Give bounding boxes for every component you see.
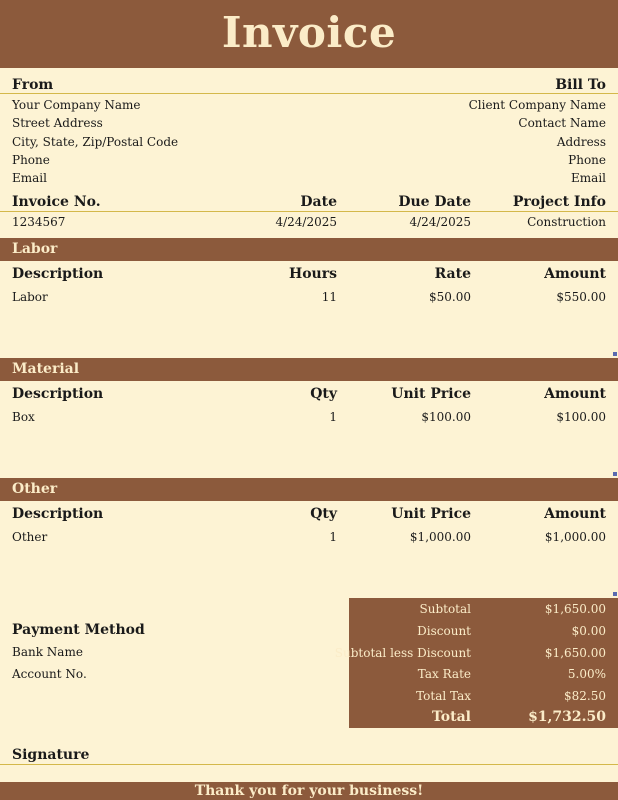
- bank-name: Bank Name: [12, 645, 83, 659]
- subtotal-label: Subtotal: [419, 602, 471, 616]
- other-section-title: Other: [12, 481, 58, 497]
- labor-section-title: Labor: [12, 241, 58, 257]
- material-band: [0, 358, 618, 381]
- total-label: Total: [431, 709, 471, 725]
- signature-label: Signature: [12, 747, 90, 763]
- labor-row-hours: 11: [321, 290, 337, 304]
- payment-method-heading: Payment Method: [12, 622, 145, 638]
- material-row-qty: 1: [329, 410, 337, 424]
- other-row-unit-price: $1,000.00: [409, 530, 471, 544]
- other-row-amount: $1,000.00: [544, 530, 606, 544]
- account-no: Account No.: [12, 667, 87, 681]
- material-description-header: Description: [12, 386, 104, 402]
- material-section-title: Material: [12, 361, 80, 377]
- from-city: City, State, Zip/Postal Code: [12, 135, 179, 149]
- info-rule: [0, 211, 618, 212]
- table-resize-handle[interactable]: [613, 472, 617, 476]
- project-info-header: Project Info: [512, 194, 606, 210]
- bill-to-address: Address: [556, 135, 606, 149]
- subtotal-less-discount-value: $1,650.00: [544, 646, 606, 660]
- material-amount-header: Amount: [544, 386, 606, 402]
- invoice-no-header: Invoice No.: [12, 194, 101, 210]
- discount-label: Discount: [417, 624, 471, 638]
- material-unit-price-header: Unit Price: [391, 386, 471, 402]
- subtotal-less-discount-label: Subtotal less Discount: [334, 646, 471, 660]
- other-description-header: Description: [12, 506, 104, 522]
- footer-message: Thank you for your business!: [194, 783, 424, 799]
- invoice-title: Invoice: [221, 8, 397, 57]
- tax-rate-label: Tax Rate: [417, 667, 471, 681]
- from-company: Your Company Name: [12, 98, 141, 112]
- material-row-amount: $100.00: [556, 410, 606, 424]
- labor-amount-header: Amount: [544, 266, 606, 282]
- total-value: $1,732.50: [528, 709, 606, 725]
- from-street: Street Address: [12, 116, 103, 130]
- labor-hours-header: Hours: [288, 266, 337, 282]
- material-row-unit-price: $100.00: [421, 410, 471, 424]
- other-row-qty: 1: [329, 530, 337, 544]
- subtotal-value: $1,650.00: [544, 602, 606, 616]
- table-resize-handle[interactable]: [613, 592, 617, 596]
- due-date-header: Due Date: [398, 194, 471, 210]
- bill-to-heading: Bill To: [555, 77, 606, 93]
- other-row-description: Other: [12, 530, 48, 544]
- labor-row-rate: $50.00: [429, 290, 471, 304]
- table-resize-handle[interactable]: [613, 352, 617, 356]
- tax-rate-value: 5.00%: [567, 667, 606, 681]
- from-phone: Phone: [12, 153, 50, 167]
- from-email: Email: [12, 171, 47, 185]
- bill-to-company: Client Company Name: [468, 98, 606, 112]
- material-row-description: Box: [12, 410, 35, 424]
- date-value: 4/24/2025: [275, 215, 337, 229]
- labor-rate-header: Rate: [434, 266, 471, 282]
- bill-to-email: Email: [571, 171, 606, 185]
- other-band: [0, 478, 618, 501]
- other-amount-header: Amount: [544, 506, 606, 522]
- labor-band: [0, 238, 618, 261]
- discount-value: $0.00: [571, 624, 606, 638]
- total-tax-label: Total Tax: [416, 689, 471, 703]
- date-header: Date: [300, 194, 337, 210]
- invoice-no-value: 1234567: [12, 215, 66, 229]
- from-heading: From: [12, 77, 54, 93]
- signature-line: [0, 764, 618, 765]
- total-tax-value: $82.50: [564, 689, 606, 703]
- bill-to-contact: Contact Name: [518, 116, 606, 130]
- labor-row-amount: $550.00: [556, 290, 606, 304]
- header-rule: [0, 93, 618, 94]
- other-qty-header: Qty: [310, 506, 337, 522]
- project-info-value: Construction: [527, 215, 606, 229]
- labor-description-header: Description: [12, 266, 104, 282]
- material-qty-header: Qty: [310, 386, 337, 402]
- bill-to-phone: Phone: [568, 153, 606, 167]
- other-unit-price-header: Unit Price: [391, 506, 471, 522]
- due-date-value: 4/24/2025: [409, 215, 471, 229]
- labor-row-description: Labor: [12, 290, 48, 304]
